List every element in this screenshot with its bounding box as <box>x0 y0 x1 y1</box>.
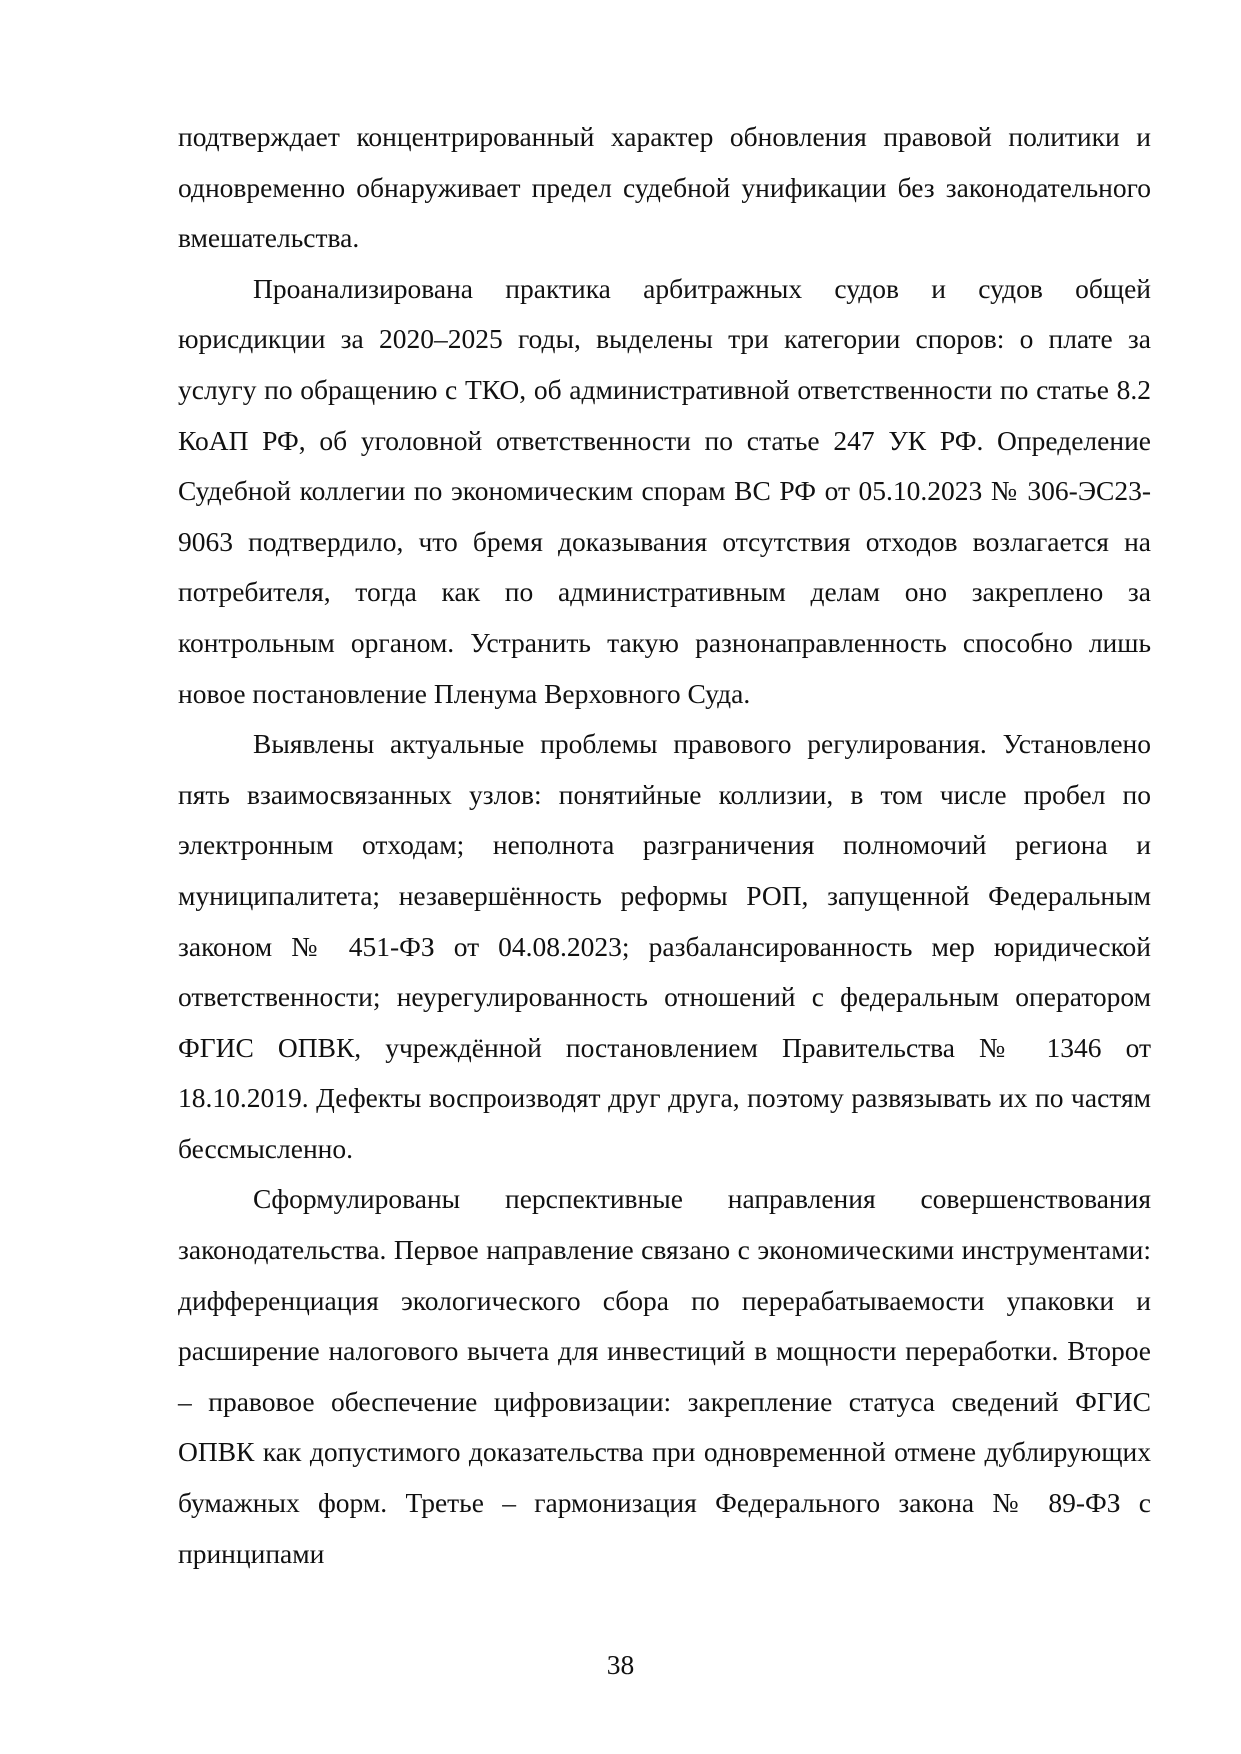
page-number: 38 <box>606 1649 635 1680</box>
paragraph-continuation: подтверждает концентрированный характер обновления правовой политики и одновременно обнаруживает предел судебной унификации без законодательного вмешательства. <box>178 121 1151 254</box>
body-text <box>178 112 1151 1579</box>
paragraph-court-practice: Проанализирована практика арбитражных судов и судов общей юрисдикции за 2020–2025 годы, выделены три категории споров: о плате за услугу по обращению с ТКО, об административной ответственности по статье 8.2 КоАП РФ, об уголовной ответственности по статье 247 УК РФ. Определение Судебной коллегии по экономическим спорам ВС РФ от 05.10.2023 № 306-ЭС23-9063 подтвердило, что бремя доказывания отсутствия отходов возлагается на потребителя, тогда как по административным делам оно закреплено за контрольным органом. Устранить такую разнонаправленность способно лишь новое постановление Пленума Верховного Суда. <box>178 272 1151 709</box>
paragraph-regulation-problems: Выявлены актуальные проблемы правового регулирования. Установлено пять взаимосвязанных узлов: понятийные коллизии, в том числе пробел по электронным отходам; неполнота разграничения полномочий региона и муниципалитета; незавершённость реформы РОП, запущенной Федеральным законом № 451-ФЗ от 04.08.2023; разбалансированность мер юридической ответственности; неурегулированность отношений с федеральным оператором ФГИС ОПВК, учреждённой постановлением Правительства № 1346 от 18.10.2019. Дефекты воспроизводят друг друга, поэтому развязывать их по частям бессмысленно. <box>178 728 1151 1164</box>
paragraph-legislation-directions: Сформулированы перспективные направления совершенствования законодательства. Первое направление связано с экономическими инструментами: дифференциация экологического сбора по перерабатываемости упаковки и расширение налогового вычета для инвестиций в мощности переработки. Второе – правовое обеспечение цифровизации: закрепление статуса сведений ФГИС ОПВК как допустимого доказательства при одновременной отмене дублирующих бумажных форм. Третье – гармонизация Федерального закона № 89-ФЗ с принципами <box>178 1183 1151 1569</box>
